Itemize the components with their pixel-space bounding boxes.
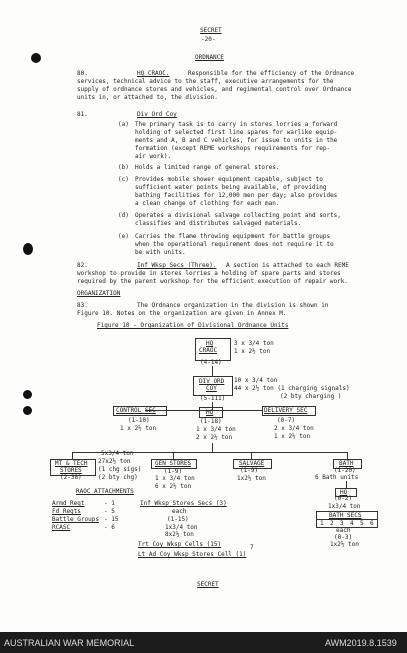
lt-ad-coy-wksp-stores-cell: Lt Ad Coy Wksp Stores Cell (1) xyxy=(138,551,247,558)
attachment-value: - 15 xyxy=(104,516,119,523)
item-line: Holds a limited range of general stores. xyxy=(135,164,280,171)
bath-sec-number: 6 xyxy=(370,520,374,527)
item-line: be with units. xyxy=(135,249,186,256)
salvage-count: (1-9) xyxy=(240,467,259,474)
attachment-label: RCASC xyxy=(52,524,71,531)
para-number: 80. xyxy=(77,70,88,77)
item-line: formation (except REME workshops requirements for rep- xyxy=(135,145,331,152)
div-ord-coy-vehicles: 44 x 2½ ton (1 charging signals) xyxy=(234,385,350,392)
item-line: classifies and distributes salvaged materials. xyxy=(135,220,302,227)
delivery-sec-label: DELIVERY SEC xyxy=(264,407,308,414)
hq-craoc-vehicles: 3 x 3/4 ton xyxy=(234,340,274,347)
para-line: services, technical advice to the staff, executive arrangements for the xyxy=(77,78,334,85)
item-letter: (e) xyxy=(118,233,129,240)
para-number: 82. xyxy=(77,262,88,269)
archive-footer xyxy=(0,632,407,653)
para-number: 83. xyxy=(77,302,88,309)
bath-label: BATH xyxy=(339,460,354,467)
connector-line xyxy=(212,366,213,376)
control-sec-vehicles: 1 x 2½ ton xyxy=(120,425,157,432)
bath-units: 6 Bath units xyxy=(315,474,359,481)
item-letter: (d) xyxy=(118,212,129,219)
hq-sub-box xyxy=(199,407,223,418)
inf-wksp-count: (1-15) xyxy=(167,516,189,523)
attachment-label: Fd Regts xyxy=(52,508,81,515)
stores-label: STORES xyxy=(60,467,82,474)
bath-hq-label: HQ xyxy=(340,489,348,496)
div-ord-coy-box xyxy=(193,376,233,396)
hq-sub-label: HQ xyxy=(206,409,214,416)
punch-hole xyxy=(23,390,32,399)
para-line: A section is attached to each REME xyxy=(226,262,349,269)
attachment-label: Battle Groups xyxy=(52,516,99,523)
delivery-sec-count: (0-7) xyxy=(277,417,296,424)
bath-sec-number: 5 xyxy=(360,520,364,527)
para-heading: Div Ord Coy xyxy=(137,111,177,118)
para-number: 81. xyxy=(77,111,88,118)
gen-stores-vehicles: 1 x 3/4 ton xyxy=(155,475,195,482)
mt-tech-vehicles: 27x2½ ton xyxy=(98,458,131,465)
item-line: bathing facilities for 12,000 men per day; also provides xyxy=(135,192,338,199)
mt-tech-vehicles: (2 bty chg) xyxy=(98,474,138,481)
attachment-label: Armd Regt xyxy=(52,500,85,507)
item-line: air work). xyxy=(135,153,172,160)
delivery-sec-vehicles: 1 x 2½ ton xyxy=(274,433,311,440)
hq-sub-count: (1-18) xyxy=(200,418,222,425)
div-ord-label: DIV ORD xyxy=(199,378,225,385)
gen-stores-label: GEN STORES xyxy=(155,460,192,467)
hq-craoc-count: (4-14) xyxy=(200,359,222,366)
connector-line xyxy=(212,443,213,452)
bath-secs-box xyxy=(316,511,378,528)
para-line: workshop to provide in stores lorries a holding of spare parts and stores xyxy=(77,270,341,277)
para-heading: HQ CRAOC. xyxy=(137,70,170,77)
control-sec-box xyxy=(113,406,167,416)
item-line: sufficient water points being available, of providing xyxy=(135,184,327,191)
attachment-value: - 6 xyxy=(104,524,115,531)
craoc-label: CRAOC xyxy=(199,347,218,354)
hq-sub-vehicles: 2 x 2½ ton xyxy=(196,434,233,441)
trt-coy-wksp-cells: Trt Coy Wksp Cells (15) xyxy=(138,541,222,548)
bath-sec-number: 4 xyxy=(350,520,354,527)
coy-label: COY xyxy=(206,385,217,392)
div-ord-coy-vehicles: (2 bty charging ) xyxy=(280,393,342,400)
salvage-label: SALVAGE xyxy=(239,460,265,467)
gen-stores-count: (1-9) xyxy=(164,468,183,475)
para-heading: Inf Wksp Secs (Three). xyxy=(137,262,217,269)
item-line: when the operational requirement does not require it to xyxy=(135,241,334,248)
archive-accession: AWM2019.8.1539 xyxy=(325,638,397,648)
classification-top: SECRET xyxy=(200,27,222,34)
classification-bottom: SECRET xyxy=(197,581,219,588)
mt-tech-vehicles: (1 chg sigs) xyxy=(98,466,142,473)
div-ord-coy-vehicles: 10 x 3/4 ton xyxy=(234,377,278,384)
para-line: units in, or attached to, the division. xyxy=(77,94,218,101)
punch-hole xyxy=(23,243,33,255)
inf-wksp-vehicles: 8x2½ ton xyxy=(165,531,194,538)
hq-craoc-box xyxy=(195,338,231,361)
item-line: Provides mobile shower equipment capable, subject to xyxy=(135,176,323,183)
punch-hole xyxy=(23,406,32,415)
control-sec-count: (1-10) xyxy=(128,417,150,424)
item-line: holding of selected first line spares for warlike equip- xyxy=(135,129,338,136)
para-line: Figure 10. Notes on the organization are given in Annex M. xyxy=(77,310,287,317)
inf-wksp-vehicles: 1x3/4 ton xyxy=(165,524,198,531)
punch-hole xyxy=(31,53,41,63)
item-line: Operates a divisional salvage collecting point and sorts, xyxy=(135,212,341,219)
bath-secs-label: BATH SECS xyxy=(329,512,362,519)
hq-craoc-vehicles: 1 x 2½ ton xyxy=(234,348,271,355)
item-line: Carries the flame throwing equipment for battle groups xyxy=(135,233,331,240)
archive-name: AUSTRALIAN WAR MEMORIAL xyxy=(4,638,135,648)
page-number: -20- xyxy=(201,36,216,43)
hq-label: HQ xyxy=(206,340,214,347)
connector-line xyxy=(173,452,174,459)
item-line: ments and A, B and C vehicles, for issue to units in the xyxy=(135,137,338,144)
organization-heading: ORGANIZATION xyxy=(77,290,121,297)
mt-tech-label: MT & TECH xyxy=(55,460,88,467)
para-line: Responsible for the efficiency of the Ordnance xyxy=(188,70,355,77)
connector-line xyxy=(251,452,252,459)
bath-hq-count: (0-2) xyxy=(334,495,353,502)
para-line: required by the parent workshop for the efficient execution of repair work. xyxy=(77,278,348,285)
gen-stores-vehicles: 6 x 2½ ton xyxy=(155,483,192,490)
hq-sub-vehicles: 1 x 3/4 ton xyxy=(196,426,236,433)
item-letter: (c) xyxy=(118,176,129,183)
item-line: a clean change of clothing for each man. xyxy=(135,200,280,207)
lt-ad-sup: 7 xyxy=(250,544,254,551)
connector-line xyxy=(346,481,347,488)
para-line: The Ordnance organization in the division is shown in xyxy=(137,302,329,309)
connector-line xyxy=(347,452,348,459)
bath-hq-vehicles: 1x3/4 ton xyxy=(328,503,361,510)
delivery-sec-box xyxy=(262,406,316,416)
bath-sec-number: 3 xyxy=(340,520,344,527)
delivery-sec-vehicles: 2 x 3/4 ton xyxy=(274,425,314,432)
attachment-value: - 1 xyxy=(104,500,115,507)
bath-count: (1-20) xyxy=(334,467,356,474)
item-letter: (b) xyxy=(118,164,129,171)
item-line: The primary task is to carry in stores lorries a forward xyxy=(135,121,338,128)
salvage-vehicles: 1x2½ ton xyxy=(237,475,266,482)
bath-secs-vehicles: 1x2½ ton xyxy=(330,541,359,548)
mt-tech-count: (2-38) xyxy=(60,474,82,481)
item-letter: (a) xyxy=(118,121,129,128)
attachment-value: - 5 xyxy=(104,508,115,515)
raoc-attachments-title: RAOC ATTACHMENTS xyxy=(76,488,134,495)
control-sec-label: CONTROL SEC xyxy=(116,407,156,414)
section-title: ORDNANCE xyxy=(195,54,224,61)
para-line: supply of ordnance stores and vehicles, and regimental control over Ordnance xyxy=(77,86,352,93)
div-ord-coy-count: (5-111) xyxy=(200,395,226,402)
mt-tech-vehicles: 5x3/4 ton xyxy=(101,450,134,457)
connector-line xyxy=(72,452,73,459)
inf-wksp-each: each xyxy=(172,508,187,515)
bath-sec-number: 2 xyxy=(330,520,334,527)
figure-title: Figure 10 - Organization of Divisional Ordnance Units xyxy=(97,322,289,329)
bath-secs-count: (0-3) xyxy=(334,534,353,541)
inf-wksp-stores-secs: Inf Wksp Stores Secs (3) xyxy=(140,500,227,507)
divider xyxy=(317,519,377,520)
bath-secs-each: each xyxy=(336,527,351,534)
bath-sec-number: 1 xyxy=(320,520,324,527)
